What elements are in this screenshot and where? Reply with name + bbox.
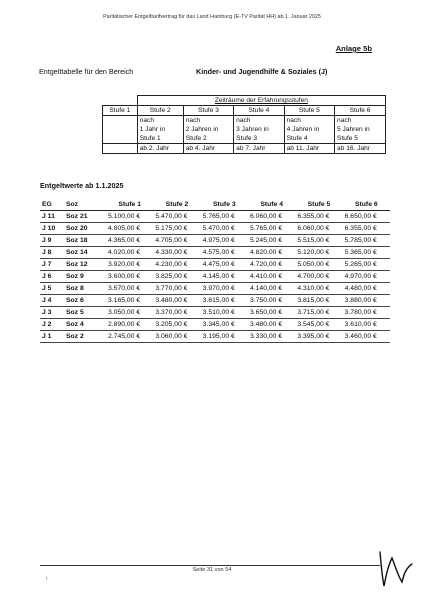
salary-header: Stufe 2 bbox=[153, 198, 200, 211]
salary-row bbox=[40, 331, 390, 343]
pay-group-cell: J 8 bbox=[40, 247, 64, 259]
salary-header: Stufe 5 bbox=[295, 198, 342, 211]
salary-value-cell: 4.145,00 € bbox=[201, 271, 248, 283]
experience-header: Stufe 4 bbox=[234, 106, 284, 116]
pay-group-cell: J 10 bbox=[40, 223, 64, 235]
salary-value-cell: 3.545,00 € bbox=[295, 319, 342, 331]
salary-value-cell: 5.470,00 € bbox=[201, 223, 248, 235]
experience-header: Stufe 1 bbox=[103, 106, 138, 116]
salary-value-cell: 3.370,00 € bbox=[153, 307, 200, 319]
salary-table bbox=[40, 198, 390, 343]
salary-value-cell: 4.575,00 € bbox=[201, 247, 248, 259]
pay-group-cell: J 9 bbox=[40, 235, 64, 247]
experience-cell bbox=[103, 134, 138, 144]
salary-row bbox=[40, 295, 390, 307]
salary-header: EG bbox=[40, 198, 64, 211]
salary-value-cell: 4.705,00 € bbox=[153, 235, 200, 247]
salary-value-cell: 3.570,00 € bbox=[106, 283, 153, 295]
experience-cell: ab 4. Jahr bbox=[183, 144, 233, 154]
soz-group-cell: Soz 14 bbox=[64, 247, 106, 259]
experience-header: Stufe 3 bbox=[183, 106, 233, 116]
experience-cell: ab 2. Jahr bbox=[137, 144, 183, 154]
salary-value-cell: 5.050,00 € bbox=[295, 259, 342, 271]
salary-value-cell: 5.245,00 € bbox=[248, 235, 295, 247]
salary-value-cell: 3.395,00 € bbox=[295, 331, 342, 343]
experience-levels-table bbox=[102, 95, 386, 154]
salary-value-cell: 3.610,00 € bbox=[343, 319, 390, 331]
salary-value-cell: 5.785,00 € bbox=[343, 235, 390, 247]
salary-value-cell: 3.480,00 € bbox=[248, 319, 295, 331]
salary-value-cell: 3.060,00 € bbox=[153, 331, 200, 343]
experience-header: Stufe 6 bbox=[335, 106, 386, 116]
annex-label: Anlage 5b bbox=[335, 44, 372, 53]
salary-value-cell: 3.920,00 € bbox=[106, 259, 153, 271]
salary-row bbox=[40, 247, 390, 259]
salary-value-cell: 4.975,00 € bbox=[201, 235, 248, 247]
salary-row bbox=[40, 283, 390, 295]
salary-value-cell: 2.890,00 € bbox=[106, 319, 153, 331]
experience-cell: ab 7. Jahr bbox=[234, 144, 284, 154]
pay-group-cell: J 2 bbox=[40, 319, 64, 331]
salary-value-cell: 4.020,00 € bbox=[106, 247, 153, 259]
soz-group-cell: Soz 6 bbox=[64, 295, 106, 307]
salary-value-cell: 3.780,00 € bbox=[343, 307, 390, 319]
pay-group-cell: J 6 bbox=[40, 271, 64, 283]
salary-value-cell: 4.410,00 € bbox=[248, 271, 295, 283]
experience-cell: Stufe 4 bbox=[284, 134, 334, 144]
salary-row bbox=[40, 271, 390, 283]
salary-table-body bbox=[40, 211, 390, 343]
salary-row bbox=[40, 235, 390, 247]
experience-row-ab bbox=[103, 144, 386, 154]
salary-value-cell: 3.205,00 € bbox=[153, 319, 200, 331]
salary-table-title: Entgeltwerte ab 1.1.2025 bbox=[40, 181, 124, 190]
experience-header: Stufe 5 bbox=[284, 106, 334, 116]
salary-value-cell: 3.600,00 € bbox=[106, 271, 153, 283]
experience-cell: Stufe 5 bbox=[335, 134, 386, 144]
salary-value-cell: 4.330,00 € bbox=[153, 247, 200, 259]
salary-value-cell: 5.765,00 € bbox=[201, 211, 248, 223]
salary-value-cell: 3.330,00 € bbox=[248, 331, 295, 343]
salary-value-cell: 4.310,00 € bbox=[295, 283, 342, 295]
experience-cell: ab 16. Jahr bbox=[335, 144, 386, 154]
salary-value-cell: 4.480,00 € bbox=[343, 283, 390, 295]
salary-value-cell: 3.460,00 € bbox=[343, 331, 390, 343]
soz-group-cell: Soz 18 bbox=[64, 235, 106, 247]
experience-caption: Zeiträume der Erfahrungsstufen bbox=[137, 96, 385, 106]
salary-value-cell: 6.355,00 € bbox=[343, 223, 390, 235]
salary-value-cell: 5.765,00 € bbox=[248, 223, 295, 235]
experience-cell: 2 Jahren in bbox=[183, 125, 233, 134]
experience-header: Stufe 2 bbox=[137, 106, 183, 116]
salary-header: Stufe 6 bbox=[343, 198, 390, 211]
salary-value-cell: 6.650,00 € bbox=[343, 211, 390, 223]
margin-mark: ı bbox=[46, 576, 48, 582]
salary-value-cell: 5.100,00 € bbox=[106, 211, 153, 223]
salary-value-cell: 3.195,00 € bbox=[201, 331, 248, 343]
salary-row bbox=[40, 259, 390, 271]
salary-value-cell: 4.140,00 € bbox=[248, 283, 295, 295]
soz-group-cell: Soz 9 bbox=[64, 271, 106, 283]
soz-group-cell: Soz 21 bbox=[64, 211, 106, 223]
soz-group-cell: Soz 12 bbox=[64, 259, 106, 271]
salary-header: Stufe 4 bbox=[248, 198, 295, 211]
experience-cell: 3 Jahren in bbox=[234, 125, 284, 134]
salary-value-cell: 5.470,00 € bbox=[153, 211, 200, 223]
experience-cell: ab 11. Jahr bbox=[284, 144, 334, 154]
experience-header-row bbox=[103, 106, 386, 116]
salary-value-cell: 3.970,00 € bbox=[201, 283, 248, 295]
pay-group-cell: J 5 bbox=[40, 283, 64, 295]
salary-value-cell: 5.515,00 € bbox=[295, 235, 342, 247]
salary-header-row bbox=[40, 198, 390, 211]
experience-cell: nach bbox=[137, 116, 183, 126]
salary-value-cell: 3.815,00 € bbox=[295, 295, 342, 307]
experience-cell: 4 Jahren in bbox=[284, 125, 334, 134]
soz-group-cell: Soz 2 bbox=[64, 331, 106, 343]
salary-value-cell: 6.060,00 € bbox=[248, 211, 295, 223]
salary-value-cell: 3.825,00 € bbox=[153, 271, 200, 283]
salary-value-cell: 3.880,00 € bbox=[343, 295, 390, 307]
salary-value-cell: 5.365,00 € bbox=[343, 247, 390, 259]
experience-cell: Stufe 3 bbox=[234, 134, 284, 144]
salary-value-cell: 4.805,00 € bbox=[106, 223, 153, 235]
salary-value-cell: 4.820,00 € bbox=[248, 247, 295, 259]
salary-header: Soz bbox=[64, 198, 106, 211]
salary-value-cell: 4.475,00 € bbox=[201, 259, 248, 271]
experience-cell bbox=[103, 144, 138, 154]
salary-value-cell: 2.745,00 € bbox=[106, 331, 153, 343]
document-header: Paritätischer Entgelttarifvertrag für das Land Hamburg (E-TV Parität HH) ab 1. Januar 2025 bbox=[103, 14, 321, 20]
pay-group-cell: J 7 bbox=[40, 259, 64, 271]
salary-row bbox=[40, 307, 390, 319]
salary-value-cell: 4.970,00 € bbox=[343, 271, 390, 283]
page-number: Seite 31 von 54 bbox=[192, 567, 232, 573]
salary-row bbox=[40, 223, 390, 235]
table-area-title: Kinder- und Jugendhilfe & Soziales (J) bbox=[196, 67, 328, 76]
salary-value-cell: 4.230,00 € bbox=[153, 259, 200, 271]
salary-row bbox=[40, 211, 390, 223]
pay-group-cell: J 4 bbox=[40, 295, 64, 307]
salary-value-cell: 4.365,00 € bbox=[106, 235, 153, 247]
soz-group-cell: Soz 20 bbox=[64, 223, 106, 235]
soz-group-cell: Soz 4 bbox=[64, 319, 106, 331]
pay-group-cell: J 11 bbox=[40, 211, 64, 223]
experience-caption-row bbox=[103, 96, 386, 106]
experience-cell: nach bbox=[284, 116, 334, 126]
soz-group-cell: Soz 5 bbox=[64, 307, 106, 319]
salary-value-cell: 3.750,00 € bbox=[248, 295, 295, 307]
salary-value-cell: 5.265,00 € bbox=[343, 259, 390, 271]
experience-cell: Stufe 1 bbox=[137, 134, 183, 144]
salary-value-cell: 3.615,00 € bbox=[201, 295, 248, 307]
pay-group-cell: J 3 bbox=[40, 307, 64, 319]
salary-value-cell: 3.345,00 € bbox=[201, 319, 248, 331]
salary-value-cell: 3.770,00 € bbox=[153, 283, 200, 295]
salary-value-cell: 3.165,00 € bbox=[106, 295, 153, 307]
salary-value-cell: 4.720,00 € bbox=[248, 259, 295, 271]
salary-value-cell: 5.120,00 € bbox=[295, 247, 342, 259]
footer-rule bbox=[40, 565, 380, 566]
experience-cell: Stufe 2 bbox=[183, 134, 233, 144]
salary-value-cell: 3.050,00 € bbox=[106, 307, 153, 319]
salary-header: Stufe 3 bbox=[201, 198, 248, 211]
salary-header: Stufe 1 bbox=[106, 198, 153, 211]
salary-value-cell: 3.650,00 € bbox=[248, 307, 295, 319]
salary-row bbox=[40, 319, 390, 331]
experience-cell: nach bbox=[335, 116, 386, 126]
experience-cell bbox=[103, 116, 138, 126]
pay-group-cell: J 1 bbox=[40, 331, 64, 343]
experience-cell: nach bbox=[234, 116, 284, 126]
experience-row-nach bbox=[103, 116, 386, 126]
salary-value-cell: 3.480,00 € bbox=[153, 295, 200, 307]
table-area-label: Entgelttabelle für den Bereich bbox=[39, 67, 134, 76]
salary-value-cell: 6.060,00 € bbox=[295, 223, 342, 235]
experience-cell bbox=[103, 125, 138, 134]
salary-value-cell: 4.700,00 € bbox=[295, 271, 342, 283]
experience-row-stufe bbox=[103, 134, 386, 144]
salary-value-cell: 3.715,00 € bbox=[295, 307, 342, 319]
soz-group-cell: Soz 8 bbox=[64, 283, 106, 295]
salary-value-cell: 3.510,00 € bbox=[201, 307, 248, 319]
experience-cell: nach bbox=[183, 116, 233, 126]
salary-value-cell: 5.175,00 € bbox=[153, 223, 200, 235]
experience-row-years bbox=[103, 125, 386, 134]
salary-value-cell: 6.355,00 € bbox=[295, 211, 342, 223]
experience-cell: 1 Jahr in bbox=[137, 125, 183, 134]
experience-cell: 5 Jahren in bbox=[335, 125, 386, 134]
